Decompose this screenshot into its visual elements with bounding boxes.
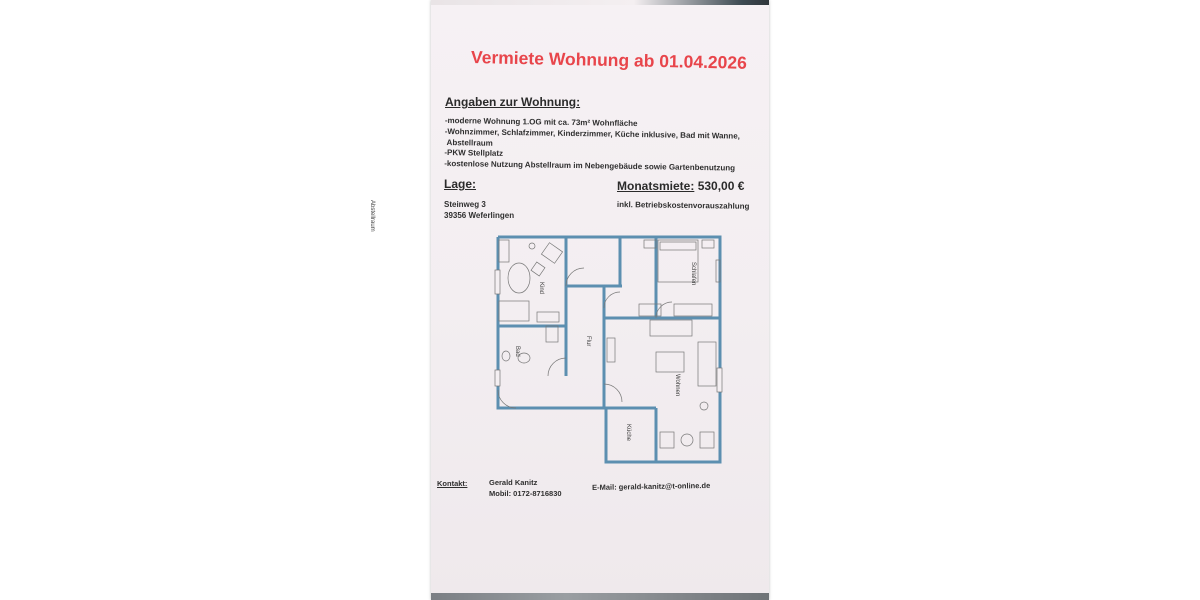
- room-label-wohnen: Wohnen: [674, 374, 680, 397]
- detail-line: -moderne Wohnung 1.OG mit ca. 73m² Wohnfläche: [444, 116, 638, 129]
- floor-plan-furniture: [495, 240, 722, 448]
- contact-label: Kontakt:: [437, 479, 468, 488]
- rent-label: Monatsmiete:: [617, 179, 695, 193]
- address-street: Steinweg 3: [444, 200, 486, 209]
- details-list: [444, 116, 763, 175]
- flyer-title: Vermiete Wohnung ab 01.04.2026: [470, 47, 748, 73]
- flyer-sheet: [369, 0, 769, 600]
- room-label-kind: Kind: [538, 282, 544, 295]
- room-label-bad: Bad: [514, 346, 520, 357]
- contact-name: Gerald Kanitz: [489, 478, 538, 487]
- detail-line: -kostenlose Nutzung Abstellraum im Nebengebäude sowie Gartenbenutzung: [444, 159, 736, 173]
- rent: [617, 179, 744, 193]
- sheet-top-edge: [431, 0, 769, 5]
- location-heading: Lage:: [444, 177, 477, 191]
- contact-email: E-Mail: gerald-kanitz@t-online.de: [592, 480, 711, 492]
- address-city: 39356 Weferlingen: [444, 211, 515, 220]
- contact-mobile: Mobil: 0172-8716830: [489, 488, 562, 498]
- sheet-bottom-edge: [431, 593, 769, 600]
- detail-line: -Wohnzimmer, Schlafzimmer, Kinderzimmer, Küche inklusive, Bad mit Wanne,: [444, 126, 740, 141]
- room-label-schlafen: Schlafen: [690, 262, 696, 286]
- detail-line: Abstellraum: [446, 137, 493, 148]
- detail-line: -PKW Stellplatz: [444, 148, 504, 159]
- rent-value: 530,00 €: [697, 179, 745, 193]
- rent-note: inkl. Betriebskostenvorauszahlung: [616, 200, 750, 211]
- room-label-kueche: Küche: [625, 424, 631, 442]
- room-label-abstellraum: Abstellraum: [369, 200, 375, 232]
- contact-info: [489, 478, 562, 499]
- address: [444, 199, 514, 221]
- room-label-flur: Flur: [585, 336, 591, 347]
- details-heading: Angaben zur Wohnung:: [445, 95, 581, 109]
